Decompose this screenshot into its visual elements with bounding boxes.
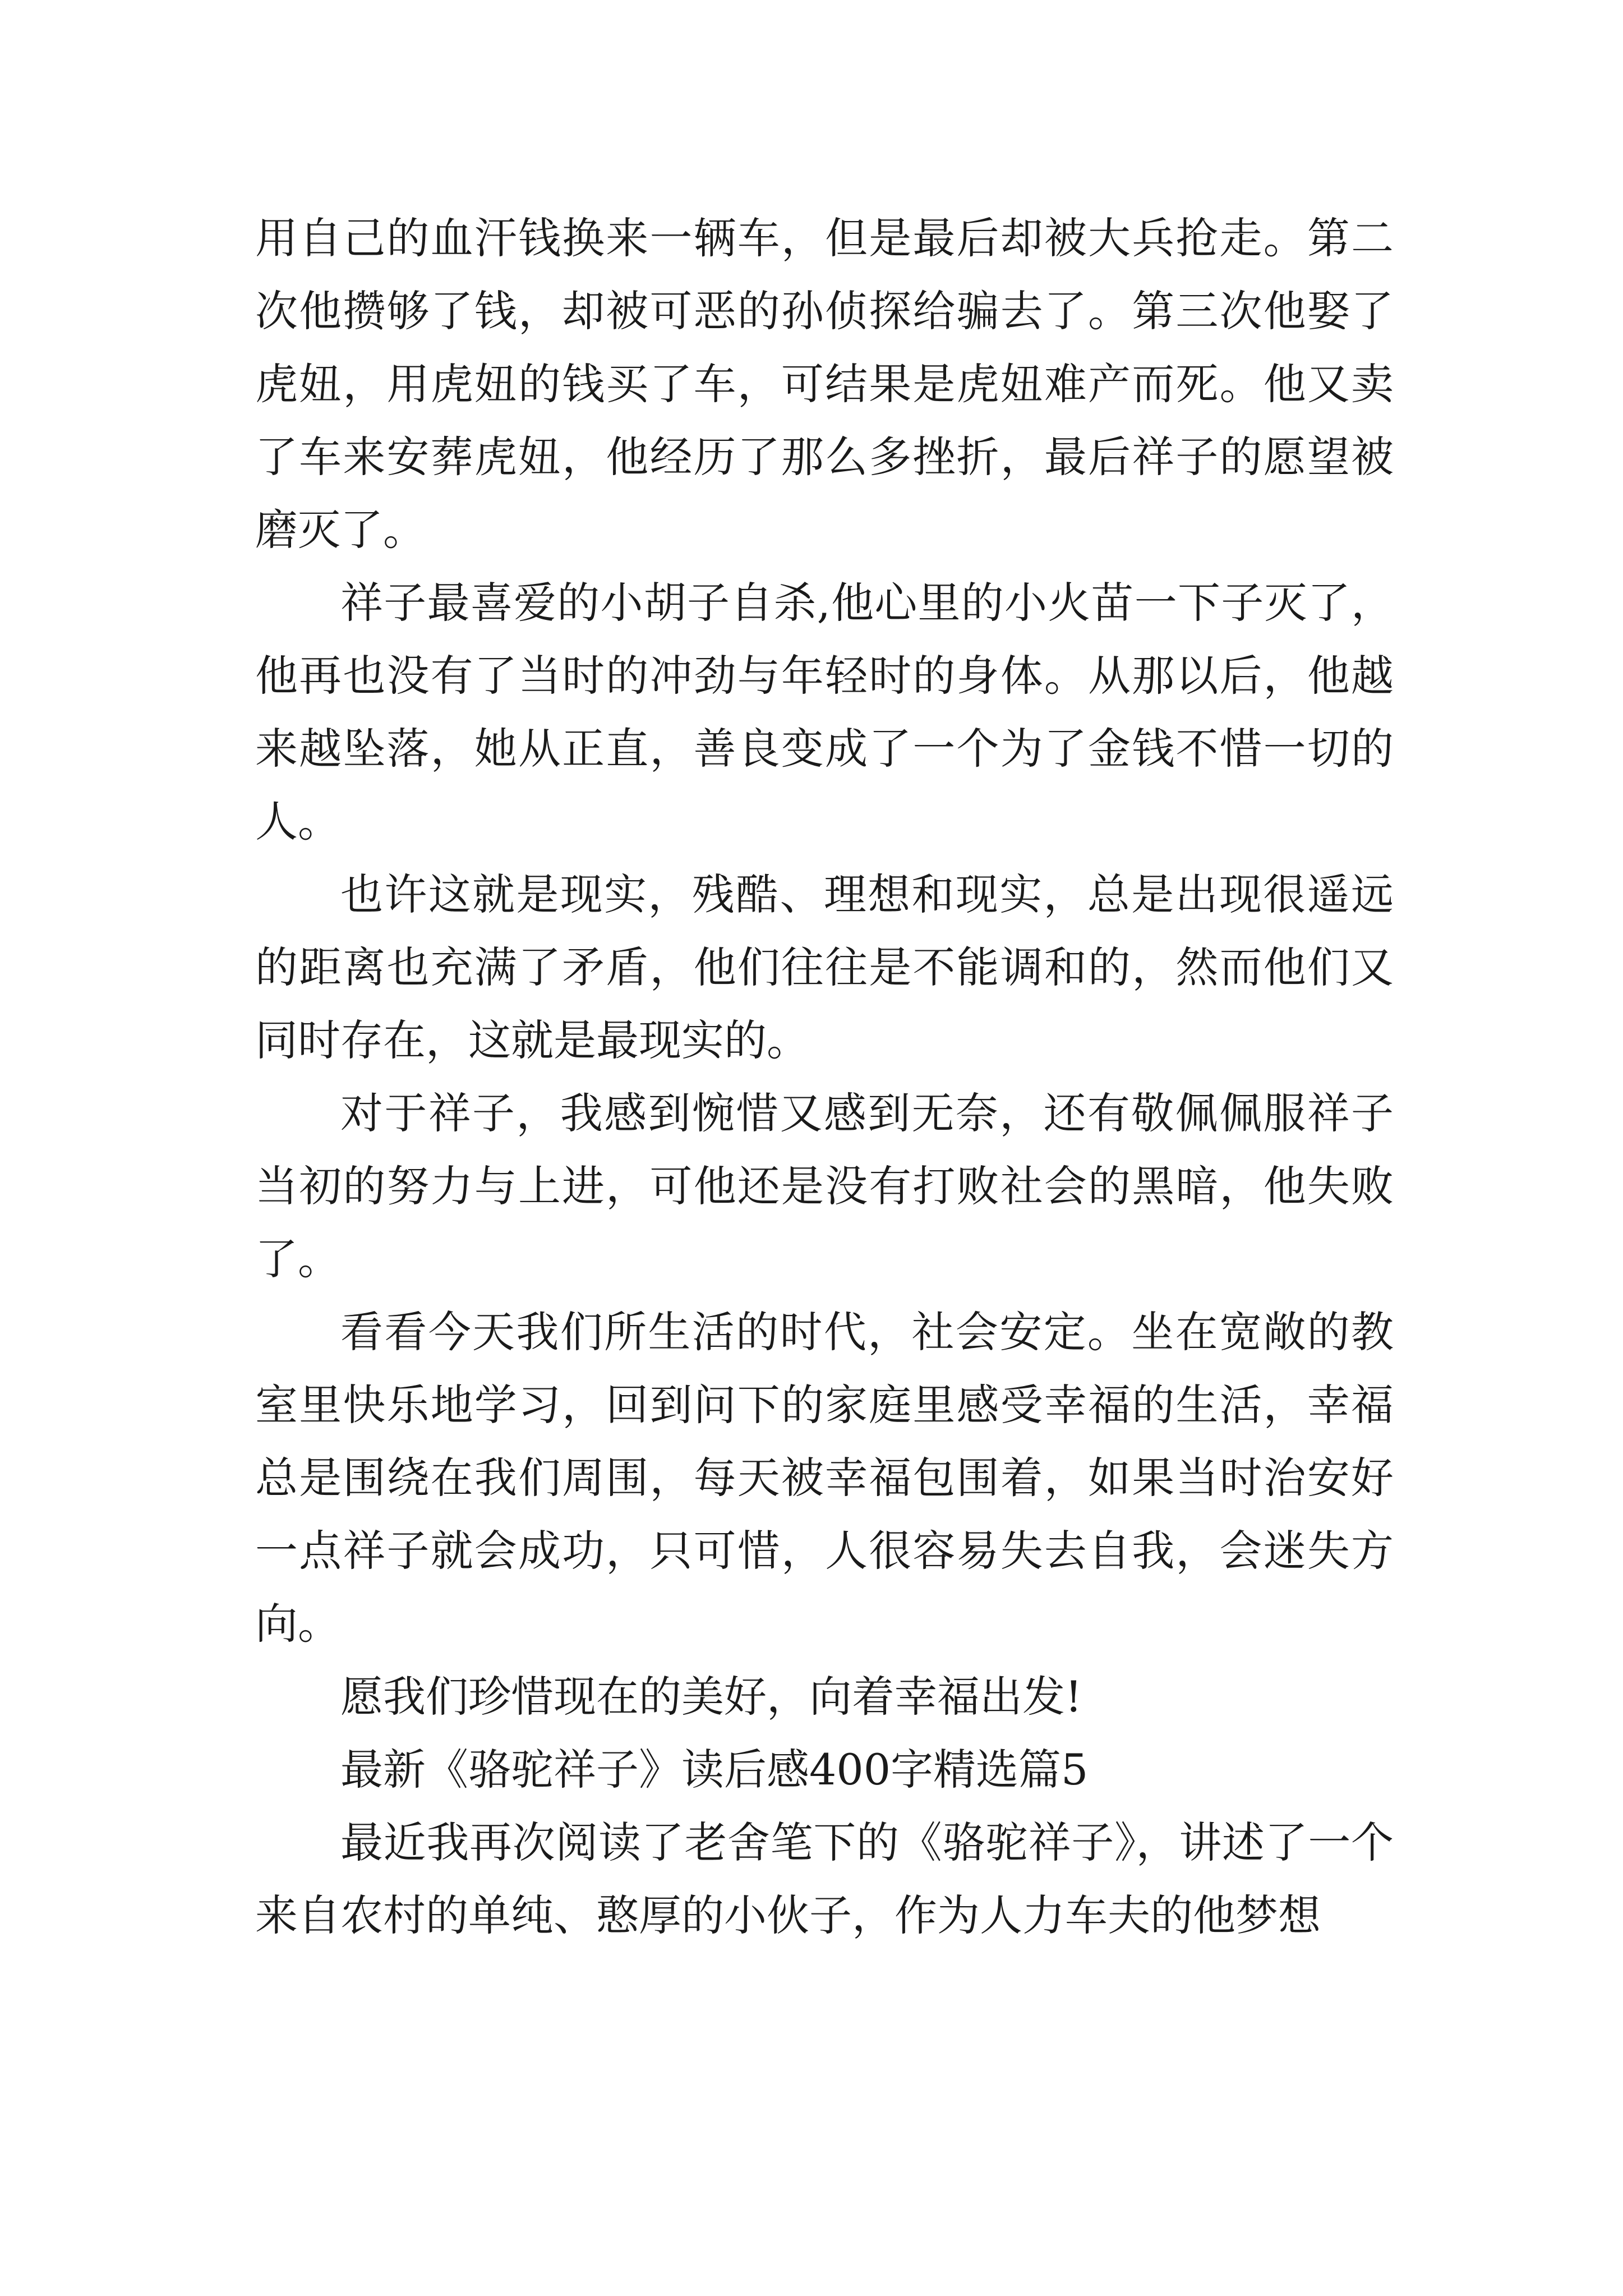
paragraph-6: 愿我们珍惜现在的美好，向着幸福出发!	[340, 1672, 1082, 1722]
paragraph-5: 看看今天我们所生活的时代，社会安定。坐在宽敞的教室里快乐地学习，回到问下的家庭里感受幸福的生活，幸福总是围绕在我们周围，每天被幸福包围着，如果当时治安好一点祥子就会成功，只可惜，人很容易失去自我，会迷失方向。	[255, 1307, 1394, 1649]
paragraph-7: 最近我再次阅读了老舍笔下的《骆驼祥子》，讲述了一个来自农村的单纯、憨厚的小伙子，作为人力车夫的他梦想	[255, 1818, 1394, 1940]
paragraph-3: 也许这就是现实，残酷、理想和现实，总是出现很遥远的距离也充满了矛盾，他们往往是不能调和的，然而他们又同时存在，这就是最现实的。	[255, 869, 1394, 1065]
section-heading: 最新《骆驼祥子》读后感400字精选篇5	[340, 1745, 1089, 1795]
paragraph-4: 对于祥子，我感到惋惜又感到无奈，还有敬佩佩服祥子当初的努力与上进，可他还是没有打败社会的黑暗，他失败了。	[255, 1088, 1394, 1284]
paragraph-1: 用自己的血汗钱换来一辆车，但是最后却被大兵抢走。第二次他攒够了钱，却被可恶的孙侦探给骗去了。第三次他娶了虎妞，用虎妞的钱买了车，可结果是虎妞难产而死。他又卖了车来安葬虎妞，他经历了那么多挫折，最后祥子的愿望被磨灭了。	[255, 213, 1394, 555]
paragraph-2: 祥子最喜爱的小胡子自杀,他心里的小火苗一下子灭了，他再也没有了当时的冲劲与年轻时的身体。从那以后，他越来越坠落，她从正直，善良变成了一个为了金钱不惜一切的人。	[255, 578, 1394, 846]
body-text	[255, 202, 1394, 1952]
